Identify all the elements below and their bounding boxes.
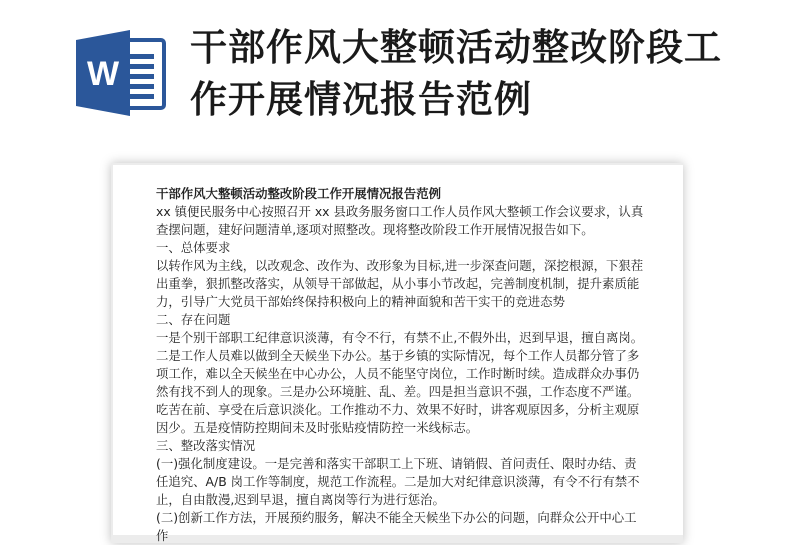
document-body xyxy=(156,185,646,545)
document-heading: 一、总体要求 xyxy=(156,240,231,255)
document-heading: 三、整改落实情况 xyxy=(156,438,256,453)
document-paragraph: (一)强化制度建设。一是完善和落实干部职工上下班、请销假、首问责任、限时办结、责任追究、A/B 岗工作等制度，规范工作流程。二是加大对纪律意识淡薄，有令不行有禁不止，自由散漫,迟到早退，擅自离岗等行为进行惩治。 xyxy=(156,456,640,507)
header-banner xyxy=(0,0,800,150)
document-page xyxy=(113,165,683,543)
document-paragraph: 以转作风为主线，以改观念、改作为、改形象为目标,进一步深查问题，深挖根源，下狠茬出重拳，狠抓整改落实，从领导干部做起，从小事小节改起，完善制度机制，提升素质能力，引导广大党员干部始终保持积极向上的精神面貌和苦干实干的竞进态势 xyxy=(156,258,644,309)
document-title: 干部作风大整顿活动整改阶段工作开展情况报告范例 xyxy=(156,186,441,201)
document-paragraph: 一是个别干部职工纪律意识淡薄，有令不行，有禁不止,不假外出，迟到早退，擅自离岗。二是工作人员难以做到全天候坐下办公。基于乡镇的实际情况，每个工作人员都分管了多项工作，难以全天候坐在中心办公，人员不能坚守岗位，工作时断时续。造成群众办事仍然有找不到人的现象。三是办公环境脏、乱、差。四是担当意识不强，工作态度不严谨。吃苦在前、享受在后意识淡化。工作推动不力、效果不好时，讲客观原因多，分析主观原因少。五是疫情防控期间未及时张贴疫情防控一米线标志。 xyxy=(156,330,644,435)
document-paragraph: xx 镇便民服务中心按照召开 xx 县政务服务窗口工作人员作风大整顿工作会议要求，认真查摆问题，建好问题清单,逐项对照整改。现将整改阶段工作开展情况报告如下。 xyxy=(156,204,644,237)
word-icon-letter: W xyxy=(86,55,120,93)
page-title: 干部作风大整顿活动整改阶段工作开展情况报告范例 xyxy=(190,26,722,121)
document-heading: 二、存在问题 xyxy=(156,312,231,327)
document-paragraph: (二)创新工作方法，开展预约服务，解决不能全天候坐下办公的问题，向群众公开中心工作 xyxy=(156,510,637,543)
word-icon xyxy=(74,30,170,116)
